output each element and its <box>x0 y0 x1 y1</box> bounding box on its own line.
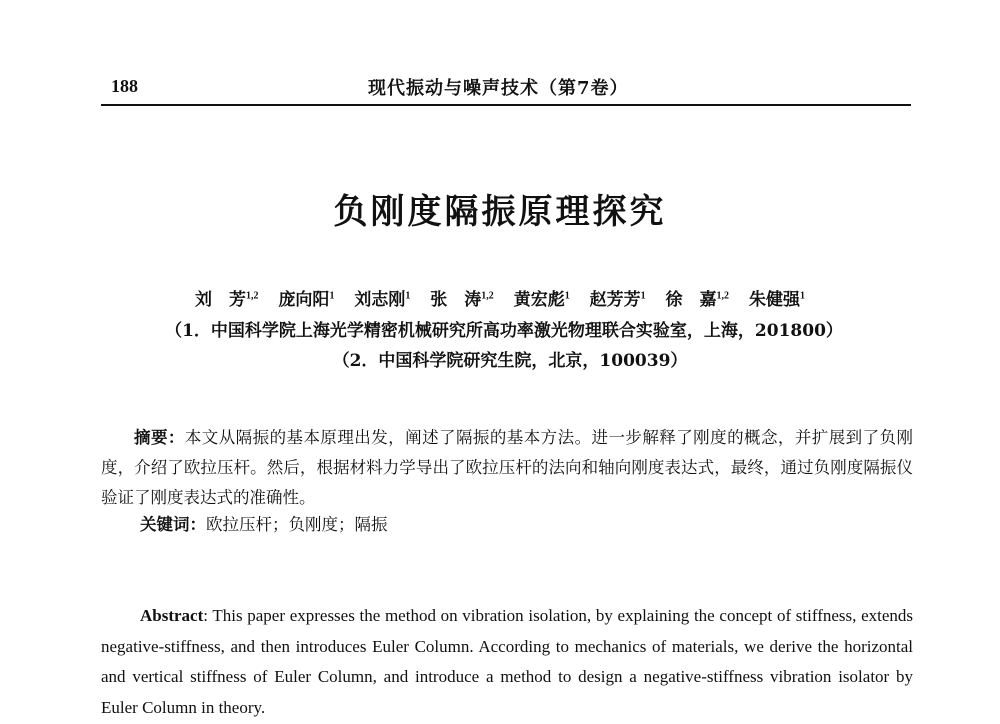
keywords-cn-text: 欧拉压杆；负刚度；隔振 <box>206 515 388 534</box>
abstract-en <box>101 601 913 723</box>
author: 朱健强$^1$ <box>748 290 805 310</box>
affiliation-1: （1．中国科学院上海光学精密机械研究所高功率激光物理联合实验室，上海，201800） <box>165 321 843 341</box>
author: 刘 芳$^{1,2}$ <box>195 290 259 310</box>
author: 黄宏彪$^1$ <box>513 290 570 310</box>
author: 庞向阳$^1$ <box>278 290 335 310</box>
affiliation-2: （2．中国科学院研究生院，北京，100039） <box>332 351 688 371</box>
abstract-en-text: : This paper expresses the method on vibration isolation, by explaining the concept of stiffness, extends negative-stiffness, and then introduces Euler Column. According to mechanics of materials, we derive the horizontal and vertical stiffness of Euler Column, and introduce a method to design a negative-stiffness vibration isolator by Euler Column in theory. <box>101 606 913 717</box>
author: 赵芳芳$^1$ <box>589 290 646 310</box>
abstract-cn-label: 摘要： <box>134 428 185 447</box>
author: 刘志刚$^1$ <box>354 290 411 310</box>
author: 徐 嘉$^{1,2}$ <box>665 290 730 310</box>
running-head: 现代振动与噪声技术（第7卷） <box>368 78 629 99</box>
header-rule <box>101 104 911 106</box>
paper-title: 负刚度隔振原理探究 <box>333 192 667 232</box>
author: 张 涛$^{1,2}$ <box>430 290 494 310</box>
keywords-cn-label: 关键词： <box>140 515 206 534</box>
abstract-en-label: Abstract <box>140 606 204 625</box>
abstract-cn-text: 本文从隔振的基本原理出发，阐述了隔振的基本方法。进一步解释了刚度的概念，并扩展到了负刚度，介绍了欧拉压杆。然后，根据材料力学导出了欧拉压杆的法向和轴向刚度表达式，最终，通过负刚度隔振仪验证了刚度表达式的准确性。 <box>101 428 914 507</box>
keywords-cn <box>140 511 388 535</box>
author-list <box>0 285 1000 310</box>
abstract-cn <box>101 423 913 513</box>
page-number: 188 <box>111 76 138 96</box>
